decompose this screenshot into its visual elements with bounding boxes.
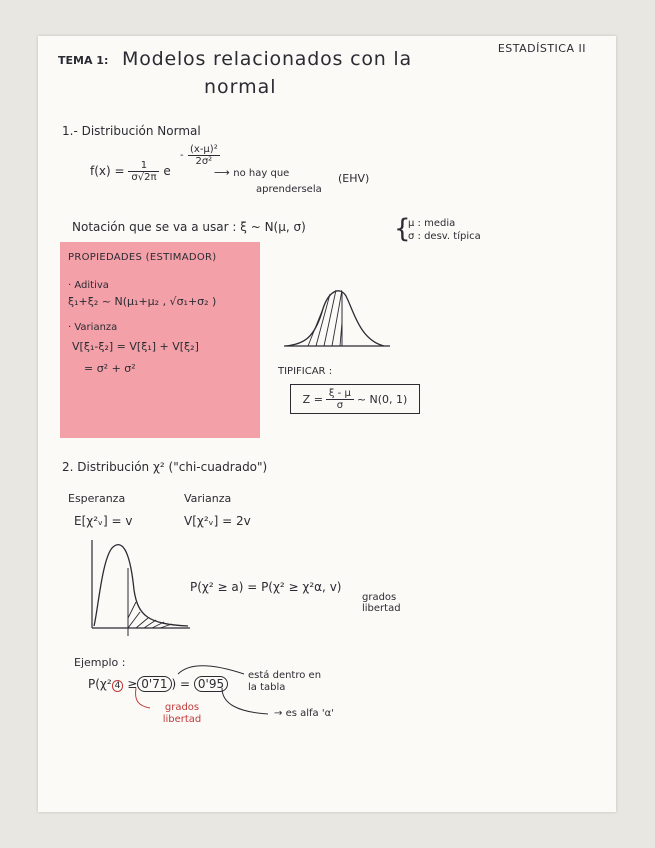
exponent-denominator: 2σ² (195, 156, 213, 167)
ej-prob-start: P(χ² (88, 677, 112, 691)
ehv-label: (EHV) (338, 172, 370, 185)
tipificar-label: TIPIFICAR : (278, 366, 333, 377)
arrow-right-icon: → (274, 708, 286, 719)
formula-lhs: f(x) = (90, 164, 125, 178)
aditiva-formula: ξ₁+ξ₂ ~ N(μ₁+μ₂ , √σ₁+σ₂ ) (68, 295, 217, 308)
ejemplo-note-tabla: está dentro en la tabla (248, 670, 322, 693)
esperanza-formula: E[χ²ᵥ] = v (74, 514, 133, 528)
arrow-right-icon: ⟶ (214, 166, 230, 179)
notation-line: Notación que se va a usar : ξ ~ N(μ, σ) (72, 220, 306, 234)
subject-label: ESTADÍSTICA II (497, 42, 586, 55)
coef-denominator: σ√2π (131, 172, 157, 183)
section1-heading: 1.- Distribución Normal (62, 124, 201, 138)
ej-prob-mid: ≥ (127, 677, 138, 691)
properties-title: PROPIEDADES (ESTIMADOR) (68, 252, 217, 263)
z-numerator: ξ - μ (326, 388, 354, 400)
formula-e: e (163, 164, 171, 178)
ejemplo-label: Ejemplo : (74, 656, 126, 669)
ej-result-circle: 0'95 (194, 676, 228, 692)
varianza-formula: V[ξ₁-ξ₂] = V[ξ₁] + V[ξ₂] (72, 340, 199, 353)
page-title-line2: normal (204, 76, 277, 98)
z-lhs: Z = (302, 392, 323, 406)
varianza-label-chi: Varianza (184, 492, 232, 505)
ej-prob-end: ) = (171, 677, 191, 691)
sigma-description: σ : desv. típica (408, 231, 481, 242)
ejemplo-note-grados: grados libertad (162, 702, 202, 725)
notebook-page (38, 36, 616, 812)
aditiva-label: · Aditiva (68, 280, 109, 291)
coef-numerator: 1 (128, 160, 159, 172)
brace-icon: { (394, 214, 411, 244)
z-denominator: σ (336, 399, 344, 411)
arrow-note-text2: aprendersela (256, 184, 322, 195)
varianza-formula-chi: V[χ²ᵥ] = 2v (184, 514, 251, 528)
tema-label: TEMA 1: (58, 54, 109, 67)
exponent-sign: - (180, 150, 184, 161)
section2-heading: 2. Distribución χ² ("chi-cuadrado") (62, 460, 268, 474)
ej-a-circle: 0'71 (137, 676, 171, 692)
ejemplo-note-alfa-text: es alfa 'α' (285, 708, 334, 719)
varianza-formula-result: = σ² + σ² (84, 362, 136, 375)
page-title: Modelos relacionados con la (122, 48, 412, 70)
mu-description: μ : media (408, 218, 456, 229)
grados-libertad-note: grados libertad (362, 592, 401, 614)
z-rhs: ~ N(0, 1) (356, 392, 408, 406)
ej-v-circle: 4 (112, 680, 124, 692)
exponent-numerator: (x-μ)² (190, 144, 218, 155)
esperanza-label: Esperanza (68, 492, 126, 505)
ejemplo-connectors (38, 36, 616, 812)
arrow-note-text: no hay que (233, 168, 290, 179)
varianza-label: · Varianza (68, 322, 118, 333)
chi-probability-formula: P(χ² ≥ a) = P(χ² ≥ χ²α, v) (190, 580, 342, 594)
